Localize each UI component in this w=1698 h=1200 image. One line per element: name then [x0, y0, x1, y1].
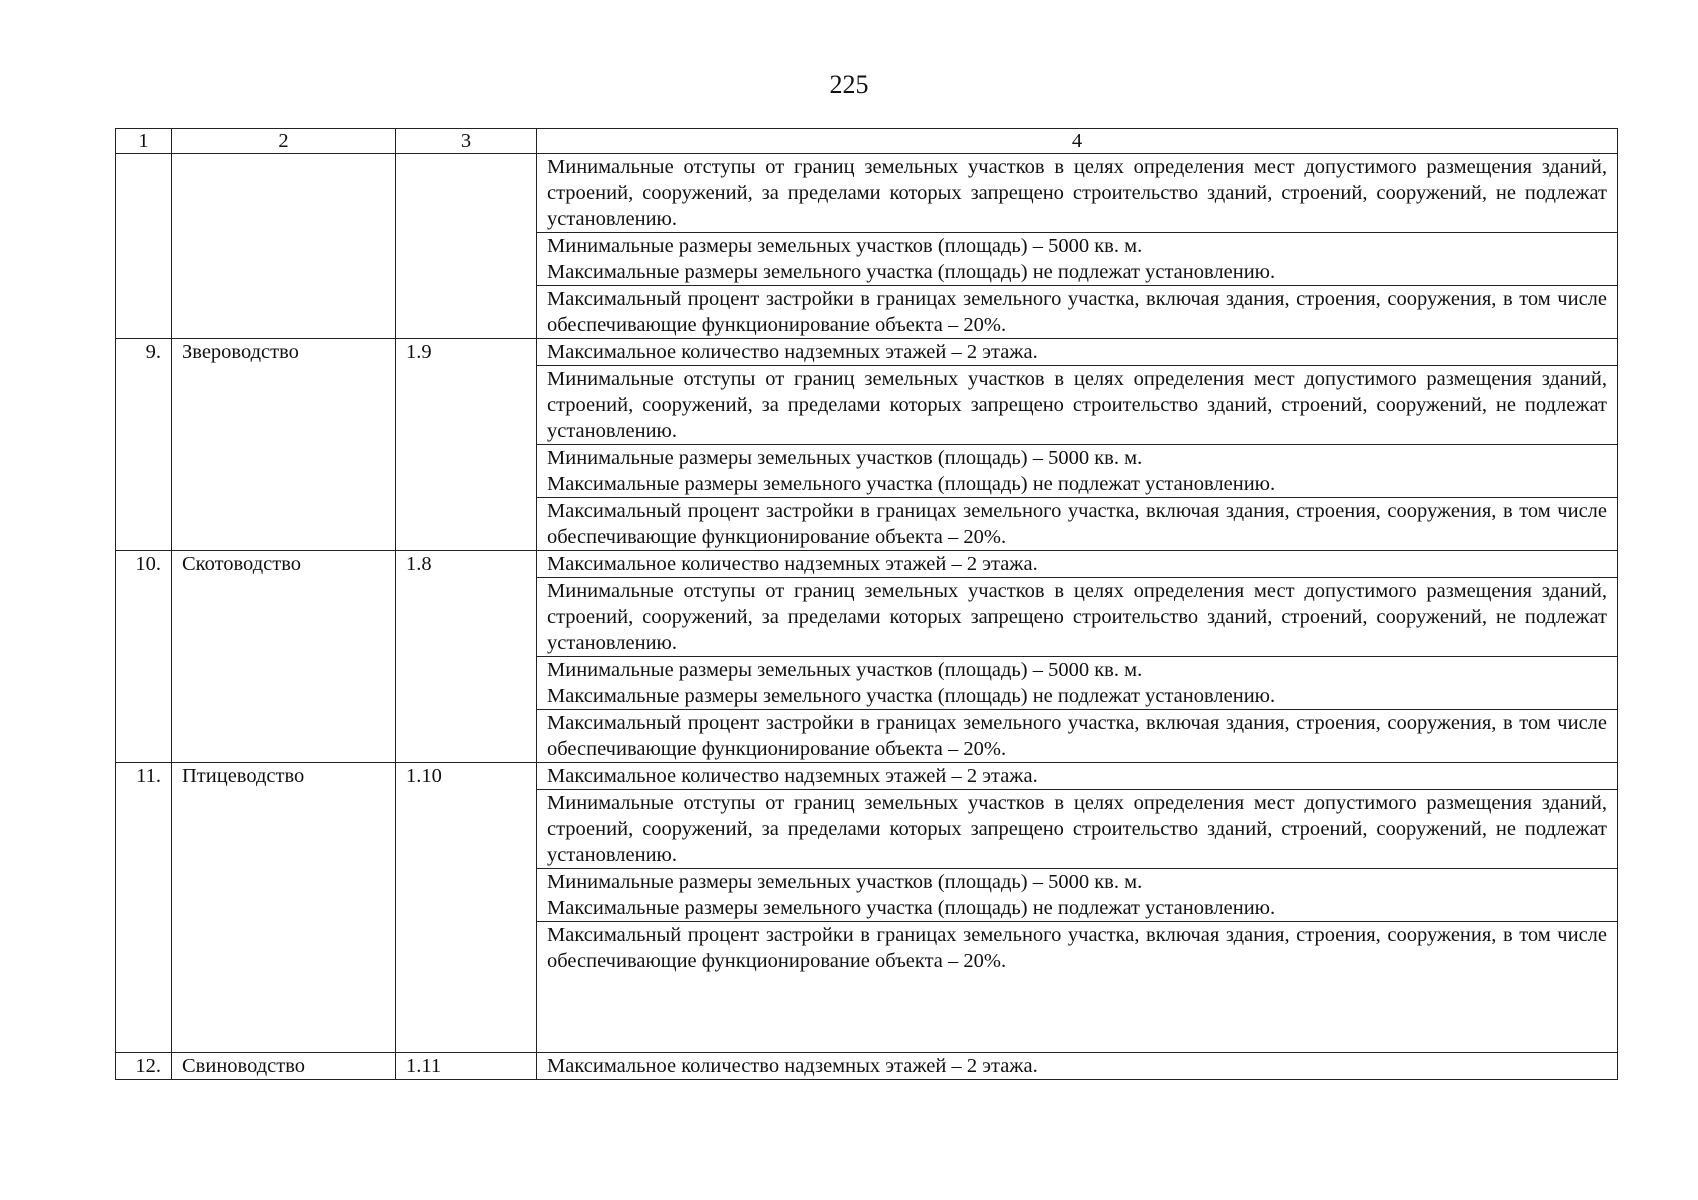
parameter-cell: Максимальный процент застройки в границах земельного участка, включая здания, строения, сооружения, в том числе обеспечивающие функционирование объекта – 20%.	[537, 710, 1618, 763]
row-number-cell: 12.	[116, 1053, 172, 1080]
parameter-cell: Максимальное количество надземных этажей – 2 этажа.	[537, 1053, 1618, 1080]
column-header-parameters: 4	[537, 129, 1618, 154]
row-number-cell: 11.	[116, 763, 172, 1053]
table-row	[116, 1053, 1618, 1080]
table-row	[116, 763, 1618, 790]
parameter-cell: Максимальный процент застройки в границах земельного участка, включая здания, строения, сооружения, в том числе обеспечивающие функционирование объекта – 20%.	[537, 498, 1618, 551]
row-name-cell: Скотоводство	[172, 551, 396, 763]
parameter-cell: Максимальный процент застройки в границах земельного участка, включая здания, строения, сооружения, в том числе обеспечивающие функционирование объекта – 20%.	[537, 922, 1618, 1053]
row-number-cell	[116, 154, 172, 339]
parameter-cell: Минимальные размеры земельных участков (площадь) – 5000 кв. м. Максимальные размеры земельного участка (площадь) не подлежат установлению.	[537, 233, 1618, 286]
table-row	[116, 154, 1618, 233]
row-code-cell: 1.9	[396, 339, 537, 551]
parameter-cell: Минимальные отступы от границ земельных участков в целях определения мест допустимого размещения зданий, строений, сооружений, за пределами которых запрещено строительство зданий, строений, сооружений, не подлежат установлению.	[537, 578, 1618, 657]
column-header-code: 3	[396, 129, 537, 154]
parameter-cell: Максимальное количество надземных этажей – 2 этажа.	[537, 339, 1618, 366]
parameter-cell: Минимальные размеры земельных участков (площадь) – 5000 кв. м. Максимальные размеры земельного участка (площадь) не подлежат установлению.	[537, 869, 1618, 922]
page-number: 225	[829, 70, 869, 99]
row-name-cell: Звероводство	[172, 339, 396, 551]
row-code-cell: 1.11	[396, 1053, 537, 1080]
row-name-cell	[172, 154, 396, 339]
row-name-cell: Свиноводство	[172, 1053, 396, 1080]
parameter-cell: Максимальное количество надземных этажей – 2 этажа.	[537, 763, 1618, 790]
row-code-cell: 1.10	[396, 763, 537, 1053]
table-row	[116, 551, 1618, 578]
parameter-cell: Минимальные отступы от границ земельных участков в целях определения мест допустимого размещения зданий, строений, сооружений, за пределами которых запрещено строительство зданий, строений, сооружений, не подлежат установлению.	[537, 790, 1618, 869]
column-header-number: 1	[116, 129, 172, 154]
parameter-cell: Минимальные размеры земельных участков (площадь) – 5000 кв. м. Максимальные размеры земельного участка (площадь) не подлежат установлению.	[537, 445, 1618, 498]
column-header-name: 2	[172, 129, 396, 154]
table-header-row	[116, 129, 1618, 154]
row-number-cell: 9.	[116, 339, 172, 551]
row-code-cell	[396, 154, 537, 339]
row-name-cell: Птицеводство	[172, 763, 396, 1053]
parameter-cell: Максимальный процент застройки в границах земельного участка, включая здания, строения, сооружения, в том числе обеспечивающие функционирование объекта – 20%.	[537, 286, 1618, 339]
parameter-cell: Минимальные отступы от границ земельных участков в целях определения мест допустимого размещения зданий, строений, сооружений, за пределами которых запрещено строительство зданий, строений, сооружений, не подлежат установлению.	[537, 366, 1618, 445]
parameter-cell: Минимальные отступы от границ земельных участков в целях определения мест допустимого размещения зданий, строений, сооружений, за пределами которых запрещено строительство зданий, строений, сооружений, не подлежат установлению.	[537, 154, 1618, 233]
row-number-cell: 10.	[116, 551, 172, 763]
parameter-cell: Минимальные размеры земельных участков (площадь) – 5000 кв. м. Максимальные размеры земельного участка (площадь) не подлежат установлению.	[537, 657, 1618, 710]
table-row	[116, 339, 1618, 366]
row-code-cell: 1.8	[396, 551, 537, 763]
parameter-cell: Максимальное количество надземных этажей – 2 этажа.	[537, 551, 1618, 578]
land-use-parameters-table	[115, 128, 1618, 1080]
